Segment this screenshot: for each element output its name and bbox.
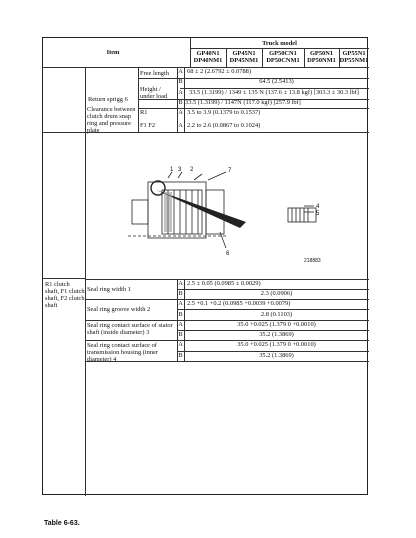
model-col-1: GP40N1 DP40NM1 [193,50,223,64]
f1f2-a: 2.2 to 2.6 (0.0867 to 0.1024) [187,122,261,129]
r1-label: R1 [140,109,148,116]
item-header: Item [106,49,120,56]
stator-a: 35.0 +0.025 (1.379 0 +0.0010) [237,321,316,328]
model-col-2: GP45N1 DP45NM1 [229,50,259,64]
callout-2: 2 [190,167,194,173]
callout-1: 1 [170,167,174,173]
groove-a: 2.5 +0.1 +0.2 (0.0985 +0.0039 +0.0079) [187,300,291,307]
free-length-label: Free length [140,70,169,77]
free-length-b: 64.5 (2.5413) [259,78,294,85]
callout-3: 3 [178,167,182,173]
stator-label: Seal ring contact surface of stator shaft (inside diameter) 3 [87,322,173,336]
callout-4: 4 [316,204,320,210]
callout-5: 5 [316,211,320,217]
height-a: 33.5 (1.3199) / 1349 ± 135 N (137.6 ± 13.8 kgf) [303.3 ± 30.3 lbf] [189,89,359,96]
clutch-drawing [128,160,324,268]
model-col-3: GP50CN1 DP50CNM1 [266,50,300,64]
clearance-label: Clearance between clutch drum snap ring and pressure plate [87,106,136,134]
housing-b: 35.2 (1.3869) [259,352,294,359]
shaft-stub [132,200,148,224]
f1f2-label: F1 F2 [140,122,156,129]
callout-7: 7 [228,168,232,174]
model-col-5: GP55N1 DP55NM1 [339,50,369,64]
groove-b: 2.8 (0.1103) [260,311,293,318]
housing-label: Seal ring contact surface of transmission housing (inner diameter) 4 [87,342,159,363]
height-b: 33.5 (1.3199) / 1147N (117.0 kgf) [257.9 lbf] [185,99,301,106]
shaft-group-label: R1 clutch shaft, F1 clutch shaft, F2 clutch shaft [45,281,85,309]
return-spring-label: Return sprig​g 6 [88,96,128,103]
groove-width-label: Seal ring groove width 2 [87,306,151,313]
table-caption: Table 6-63. [44,520,80,527]
stator-b: 35.2 (1.3869) [259,331,294,338]
housing-a: 35.0 +0.025 (1.379 0 +0.0010) [237,341,316,348]
model-col-4: GP50N1 DP50NM1 [307,50,336,64]
callout-6: 6 [226,251,230,257]
r1-a: 3.5 to 3.9 (0.1379 to 0.1537) [187,109,261,116]
seal-width-a: 2.5 ± 0.05 (0.0985 ± 0.0029) [187,280,261,287]
seal-width-b: 2.3 (0.0906) [260,290,293,297]
free-length-a: 68 ± 2 (2.6792 ± 0.0788) [187,68,251,75]
seal-width-label: Seal ring width 1 [87,286,131,293]
height-under-load-label: Height / under load [140,86,168,100]
spec-table: Item Truck model GP40N1 DP40NM1 GP45N1 DP45NM1 GP50CN1 DP50CNM1 GP50N1 DP50NM1 GP55N1 DP55NM1 Return sprig​g 6 Free length A 68 ± 2 (2.6792 ± 0.0788) B 64.5 (2.5413) Height / under load A 33.5 (1.3199) / 1349 ± 135 N (137.6 ± 13.8 kgf) [303.3 ± 30.3 lbf] B 33.5 (1.3199) / 1147N (117.0 kgf) [257.9 lbf] Clearance between clutch drum snap ring and pressure plate R1 A 3.5 to 3.9 (0.1379 to 0.1537) F1 F2 A 2.2 to 2.6 (0.0867 to 0.1024) R1 clutch shaft, F1 clutch shaft, F2 clutch shaft Seal ring width 1 A 2.5 ± 0.05 (0.0985 ± 0.0029) B 2.3 (0.0906) Seal ring groove width 2 A 2.5 +0.1 +0.2 (0.0985 +0.0039 +0.0079) B 2.8 (0.1103) Seal ring contact surface of stator shaft (inside diameter) 3 A 35.0 +0.025 (1.379 0 +0.0010) B 35.2 (1.3869) Seal ring contact surface of transmission housing (inner diameter) 4 A 35.0 +0.025 (1.379 0 +0.0010) B 35.2 (1.3869) [42,37,368,495]
truck-model-header: Truck model [262,40,297,47]
figure-code: 218883 [304,258,321,264]
